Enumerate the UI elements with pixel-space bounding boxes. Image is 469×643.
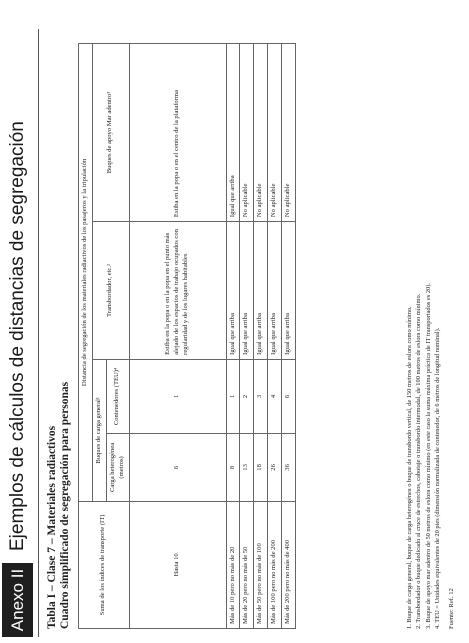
row-heterogeneous: 36: [282, 434, 296, 502]
row-roro: Igual que arriba: [254, 222, 268, 360]
table-row: [240, 44, 254, 629]
row-sum: Más de 20 pero no más de 50: [240, 501, 254, 628]
row-roro: Igual que arriba: [268, 222, 282, 360]
footnote-1: 1. Buque de carga general, buque de carga heterogénea o buque de transbordo vertical, de 150 metros de eslora como mínimo.: [406, 306, 413, 629]
row-roro: Igual que arriba: [226, 222, 240, 360]
table-row: [254, 44, 268, 629]
header-divider: [38, 29, 39, 637]
supply-header: Buques de apoyo Mar adentro³: [92, 44, 129, 222]
row-heterogeneous: 13: [240, 434, 254, 502]
row-sum: Más de 50 pero no más de 100: [254, 501, 268, 628]
footnote-4: 4. TEU = Unidades equivalentes de 20 pies (dimensión normalizada de contenedor, de 6 metros de longitud nominal).: [434, 327, 442, 629]
row-roro: Estiba en la popa o en la popa en el punto más alejado de los espacios de trabajo ocupados con regularidad y de los lugares habitables: [129, 222, 226, 360]
row-supply: No aplicable: [282, 44, 296, 222]
row-supply: No aplicable: [254, 44, 268, 222]
row-containers: 1: [226, 359, 240, 433]
row-heterogeneous: 6: [129, 434, 226, 502]
row-sum: Hasta 10: [129, 501, 226, 628]
annex-label: Anexo II: [2, 563, 33, 637]
table-subtitle: Cuadro simplificado de segregación para personas: [59, 381, 71, 629]
footnotes: [405, 29, 443, 629]
roro-header: Transbordador, etc.²: [92, 222, 129, 360]
sum-index-header: Suma de los índices de transporte (IT): [79, 501, 130, 628]
containers-header: Contenedores (TEU)⁴: [106, 359, 129, 433]
annex-title: Ejemplos de cálculos de distancias de segregación: [7, 121, 28, 551]
table-title: Tabla I – Clase 7 – Materiales radiactivos: [46, 425, 58, 629]
table-row: [282, 44, 296, 629]
row-heterogeneous: 8: [226, 434, 240, 502]
row-sum: Más de 100 pero no más de 200: [268, 501, 282, 628]
row-heterogeneous: 18: [254, 434, 268, 502]
row-containers: 1: [129, 359, 226, 433]
row-roro: Igual que arriba: [240, 222, 254, 360]
segregation-table: [78, 43, 296, 629]
general-cargo-header: Buques de carga general¹: [92, 359, 106, 501]
table-row: [226, 44, 240, 629]
row-supply: Estiba en la popa o en el centro de la plataforma: [129, 44, 226, 222]
row-containers: 4: [268, 359, 282, 433]
footnote-3: 3. Buque de apoyo mar adentro de 50 metros de eslora como mínimo (en este caso la suma máxima práctica de IT transportados es 20).: [424, 283, 432, 629]
row-containers: 2: [240, 359, 254, 433]
row-supply: No aplicable: [268, 44, 282, 222]
row-supply: No aplicable: [240, 44, 254, 222]
row-sum: Más de 200 pero no más de 400: [282, 501, 296, 628]
row-containers: 3: [254, 359, 268, 433]
table-row: [268, 44, 282, 629]
footnote-2: 2. Transbordador o buque dedicado al cruce de estrechos, cabotaje o transbordo intermodal, de 100 metros de eslora como mínimo.: [415, 293, 423, 629]
heterogeneous-header: Carga heterogénea (metros): [106, 434, 129, 502]
row-sum: Más de 10 pero no más de 20: [226, 501, 240, 628]
distance-header: Distancia de segregación de los materiales radiactivos de los pasajeros y la tripulación: [79, 44, 93, 502]
row-containers: 6: [282, 359, 296, 433]
table-row: [129, 44, 226, 629]
row-roro: Igual que arriba: [282, 222, 296, 360]
row-supply: Igual que arriba: [226, 44, 240, 222]
source-reference: Fuente: Ref. 12: [448, 588, 455, 629]
row-heterogeneous: 26: [268, 434, 282, 502]
